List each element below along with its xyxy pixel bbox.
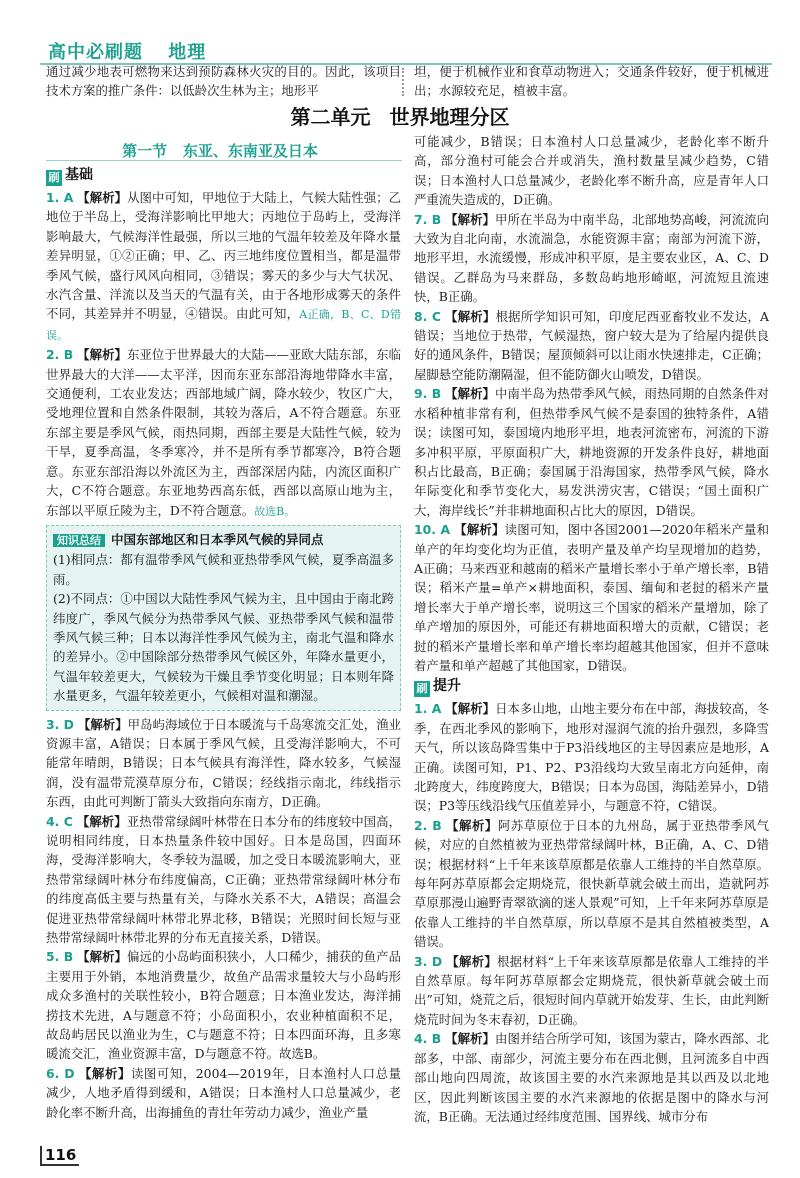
answer-item	[414, 520, 769, 675]
answer-text: 偏远的小岛屿面积狭小，人口稀少，捕获的鱼产品主要用于外销，本地消费量少，故鱼产品需求量较大与小岛屿形成众多渔村的关联性较小，B符合题意；日本渔业发达，海洋捕捞技术先进，A与题意不符；小岛面积小，农业种植面积不足，故岛屿居民以渔业为生，C与题意不符；日本四面环海，且多寒暖流交汇，渔业资源丰富，D与题意不符。故选B。	[46, 949, 401, 1062]
unit-heading	[0, 101, 800, 130]
knowledge-box	[46, 525, 401, 711]
right-answers-2	[414, 699, 769, 1126]
answer-text: 根据所学知识可知，印度尼西亚畜牧业不发达，A错误；当地位于热带，气候湿热，窗户较大是为了给屋内提供良好的通风条件，B错误；屋顶倾斜可以让雨水快速排走，C正确；屋脚悬空能防潮隔湿，但不能防御火山喷发，D错误。	[414, 308, 769, 382]
answer-number: 3. D	[414, 953, 443, 969]
improve-label: 提升	[433, 678, 461, 695]
answer-text: 甲所在半岛为中南半岛，北部地势高峻，河流流向大致为自北向南，水流湍急，水能资源丰富；南部为河流下游，地形平坦，水流缓慢，形成冲积平原，是主要农业区，A、C、D错误。乙群岛为马来群岛，多数岛屿地形崎岖，河流短且流速快，B正确。	[414, 211, 769, 305]
basic-tag	[46, 166, 93, 186]
right-column	[414, 132, 769, 1142]
answer-item	[46, 1064, 401, 1122]
analysis-label: 【解析】	[454, 522, 505, 538]
brush-icon: 刷	[46, 170, 62, 186]
answer-text: 从图中可知，甲地位于大陆上，气候大陆性强；乙地位于半岛上，受海洋影响比甲地大；丙地位于岛屿上，受海洋影响最大，气候海洋性最强，所以三地的气温年较差及年降水量差异明显，①②正确；甲、乙、丙三地纬度位置相当，都是温带季风气候，盛行风风向相同，③错误；雾天的多少与大气状况、水汽含量、洋流以及当天的气温有关，由于各地形成雾天的条件不同，其差异并不明显，④错误。由此可知，	[46, 190, 401, 322]
left-answers-2	[46, 715, 401, 1123]
answer-item	[414, 210, 769, 307]
unit-title: 世界地理分区	[389, 105, 510, 129]
answer-text: 日本多山地，山地主要分布在中部，海拔较高，冬季，在西北季风的影响下，地形对湿润气流的抬升强烈，多降雪天气，所以该岛降雪集中于P3沿线地区的主导因素应是地形，A正确。读图可知，P1、P2、P3沿线均大致呈南北方向延伸，南北跨度大，纬度跨度大，B错误；日本为岛国，海陆差异小，D错误；P3等压线沿线气压值差异小，与题意不符，C错误。	[414, 701, 769, 814]
answer-item	[46, 812, 401, 948]
top-left-text	[46, 62, 401, 102]
book-title: 高中必刷题	[48, 42, 143, 63]
page-number: 116	[40, 1146, 79, 1166]
answer-item	[414, 307, 769, 385]
knowledge-paragraph: (1)相同点：都有温带季风气候和亚热带季风气候，夏季高温多雨。	[53, 552, 394, 587]
section-heading	[60, 140, 380, 161]
left-answers-1	[46, 188, 401, 521]
basic-label: 基础	[65, 167, 93, 183]
analysis-label: 【解析】	[445, 386, 496, 402]
left-column	[46, 164, 401, 1139]
answer-item	[46, 345, 401, 521]
top-left-paragraph: 通过减少地表可燃物来达到预防森林火灾的目的。因此，该项目技术方案的推广条件：以低龄次生林为主；地形平	[46, 64, 401, 99]
section-title: 东亚、东南亚及日本	[182, 142, 318, 160]
answer-item	[414, 699, 769, 815]
top-right-paragraph: 坦，便于机械作业和食草动物进入；交通条件较好，便于机械进出；水源较充足，植被丰富。	[414, 64, 769, 99]
answer-item	[414, 384, 769, 520]
analysis-label: 【解析】	[445, 211, 496, 227]
answer-text: 读图可知，2004—2019年，日本渔村人口总量减少，人地矛盾得到缓和，A错误；日本渔村人口总量减少，老龄化率不断升高，出海捕鱼的青壮年劳动力减少，渔业产量	[46, 1065, 401, 1120]
answer-number: 4. B	[414, 1031, 442, 1047]
analysis-label: 【解析】	[446, 953, 497, 969]
answer-item	[414, 952, 769, 1030]
answer-number: 3. D	[46, 716, 74, 732]
answer-conclusion: 故选B。	[254, 504, 296, 518]
analysis-label: 【解析】	[77, 190, 128, 205]
answer-text: 由图并结合所学可知，该国为蒙古，降水西部、北部多，中部、南部少，河流主要分布在西北侧，且河流多自中西部山地向四周流，故该国主要的水汽来源地是其以西及以北地区，因此判断该国主要的水汽来源地的依据是图中的降水与河流，B正确。无法通过经纬度范围、国界线、城市分布	[414, 1031, 769, 1124]
answer-text: 阿苏草原位于日本的九州岛，属于亚热带季风气候，对应的自然植被为亚热带常绿阔叶林，B正确，A、C、D错误；根据材料“上千年来该草原都是依靠人工维持的半自然草原。每年阿苏草原都会定期烧荒，很快新草就会破土而出，造就阿苏草原那漫山遍野青翠欲滴的迷人景观”可知，上千年来阿苏草原是依靠人工维持的半自然草原，所以草原不是其自然植被类型，A错误。	[414, 817, 769, 950]
answer-number: 10. A	[414, 522, 451, 538]
unit-number: 第二单元	[290, 105, 371, 129]
section-divider	[46, 160, 402, 161]
answer-number: 4. C	[46, 813, 73, 829]
answer-number: 1. A	[414, 701, 442, 717]
answer-conclusion: A正确，B、C、D错误。	[46, 308, 401, 342]
answer-item	[46, 188, 401, 345]
answer-text: 读图可知，图中各国2001—2020年稻米产量和单产的年均变化均为正值，表明产量及单产均呈现增加的趋势，A正确；马来西亚和越南的稻米产量增长率小于单产增长率，B错误；稻米产量=单产×耕地面积，泰国、缅甸和老挝的稻米产量增长率大于单产增长率，说明这三个国家的稻米产量增加，除了单产增加的原因外，可能还有耕地面积增大的贡献，C错误；老挝的稻米产量增长率和单产增长率均超越其他国家，但并不意味着产量和单产超越了其他国家，D错误。	[414, 522, 769, 673]
answer-number: 1. A	[46, 190, 74, 205]
answer-text: 根据材料“上千年来该草原都是依靠人工维持的半自然草原。每年阿苏草原都会定期烧荒，很快新草就会破土而出”可知，烧荒之后，很短时间内草就开始发芽、生长，由此判断烧荒时间为冬末春初，D正确。	[414, 953, 769, 1027]
knowledge-heading: 中国东部地区和日本季风气候的异同点	[111, 531, 324, 547]
analysis-label: 【解析】	[77, 949, 128, 965]
analysis-label: 【解析】	[446, 817, 498, 833]
page-header	[48, 38, 224, 64]
analysis-label: 【解析】	[79, 1065, 131, 1081]
analysis-label: 【解析】	[77, 716, 128, 732]
brush-icon: 刷	[414, 681, 430, 697]
answer-text: 亚热带常绿阔叶林带在日本分布的纬度较中国高，说明相同纬度，日本热量条件较中国好。日本是岛国，四面环海，受海洋影响大，冬季较为温暖，加之受日本暖流影响大，亚热带常绿阔叶林分布纬度偏高，C正确；亚热带常绿阔叶林分布的纬度高低主要与热量有关，与降水关系不大，A错误；高温会促进亚热带常绿阔叶林带北界北移，B错误；光照时间长短与亚热带常绿阔叶林带北界的分布无直接关系，D错误。	[46, 813, 401, 946]
analysis-label: 【解析】	[445, 308, 496, 324]
answer-item	[414, 816, 769, 952]
knowledge-paragraph: (2)不同点：①中国以大陆性季风气候为主，且中国由于南北跨纬度广，季风气候分为热带季风气候、亚热带季风气候和温带季风气候三种；日本以海洋性季风气候为主，南北气温和降水的差异小。②中国除部分热带季风气候区外，年降水量更小，气温年较差更大，气候较为干燥且季节变化明显；日本则年降水量更多，气温年较差更小，气候相对温和潮湿。	[53, 591, 394, 704]
answer-item	[46, 947, 401, 1063]
column-divider	[402, 68, 404, 96]
analysis-label: 【解析】	[77, 347, 128, 363]
subject-title: 地理	[168, 42, 207, 63]
answer-item	[414, 1029, 769, 1126]
knowledge-tag: 知识总结	[53, 534, 105, 547]
analysis-label: 【解析】	[445, 701, 496, 717]
answer-item	[414, 132, 769, 210]
analysis-label: 【解析】	[76, 813, 127, 829]
answer-number: 8. C	[414, 308, 441, 324]
answer-number: 5. B	[46, 949, 74, 965]
answer-text: 中南半岛为热带季风气候，雨热同期的自然条件对水稻种植非常有利，但热带季风气候不是泰国的独特条件，A错误；读图可知，泰国境内地形平坦，地表河流密布，河流的下游多冲积平原，平原面积广大，耕地资源的开发条件良好，耕地面积占比最高，B正确；泰国属于沿海国家，热带季风气候，降水年际变化和季节变化大，易发洪涝灾害，C错误；“国土面积广大，海岸线长”并非耕地面积占比大的原因，D错误。	[414, 386, 769, 518]
improve-tag	[414, 677, 461, 697]
section-number: 第一节	[122, 142, 168, 160]
answer-number: 6. D	[46, 1065, 75, 1081]
answer-text: 可能减少，B错误；日本渔村人口总量减少，老龄化率不断升高，部分渔村可能会合并或消失，渔村数量呈减少趋势，C错误；日本渔村人口总量减少，老龄化率不断升高，应是青年人口严重流失造成的，D正确。	[414, 134, 769, 208]
right-answers-1	[414, 132, 769, 675]
answer-number: 2. B	[414, 817, 442, 833]
answer-text: 甲岛屿海域位于日本暖流与千岛寒流交汇处，渔业资源丰富，A错误；日本属于季风气候，且受海洋影响大，不可能常年晴朗，B错误；日本气候具有海洋性，降水较多，气候湿润，没有温带荒漠草原分布，C错误；经线指示南北，纬线指示东西，由此可判断丁箭头大致指向东南方，D正确。	[46, 716, 401, 810]
top-right-text	[414, 62, 769, 102]
analysis-label: 【解析】	[445, 1031, 496, 1047]
answer-item	[46, 715, 401, 812]
knowledge-title	[53, 530, 394, 550]
answer-number: 2. B	[46, 347, 74, 363]
answer-number: 9. B	[414, 386, 442, 402]
answer-text: 东亚位于世界最大的大陆——亚欧大陆东部，东临世界最大的大洋——太平洋，因而东亚东部沿海地带降水丰富，交通便利，工农业发达；西部地域广阔，降水较少，牧区广大，受地理位置和自然条件限制，其较为落后，A不符合题意。东亚东部主要是季风气候，雨热同期，西部主要是大陆性气候，较为干旱，夏季高温，冬季寒冷，并不是所有季节都寒冷，B符合题意。东亚东部沿海以外流区为主，西部深居内陆，内流区面积广大，C不符合题意。东亚地势西高东低，西部以高原山地为主，东部以平原丘陵为主，D不符合题意。	[46, 347, 401, 518]
answer-number: 7. B	[414, 211, 442, 227]
